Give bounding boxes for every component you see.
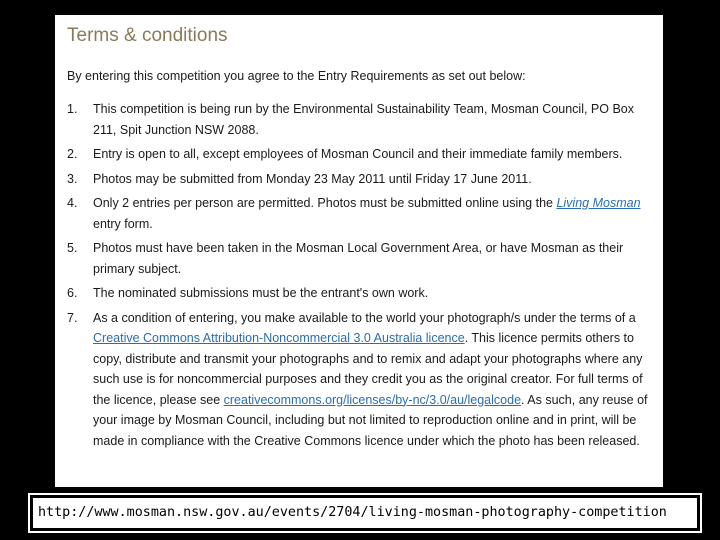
item-text-part: . As such, any reuse of your image by Mosman Council, including but not limited to reproduction online and in print, will be made in compliance with the Creative Commons licence under which the photo has been released. <box>93 392 648 448</box>
source-url-text[interactable]: http://www.mosman.nsw.gov.au/events/2704/living-mosman-photography-competition <box>38 505 667 520</box>
page-title: Terms & conditions <box>67 25 228 46</box>
terms-panel <box>55 15 663 487</box>
item-text: Entry is open to all, except employees of Mosman Council and their immediate family members. <box>93 147 623 161</box>
item-text: Photos must have been taken in the Mosman Local Government Area, or have Mosman as their primary subject. <box>93 241 624 276</box>
item-text-part: . This licence permits others to copy, distribute and transmit your photographs and to remix and adapt your photographs where any such use is for noncommercial purposes and they credit you as the original creator. For full terms of the licence, please see <box>93 331 643 407</box>
list-item <box>67 308 651 452</box>
item-number: 4. <box>67 196 78 210</box>
creative-commons-licence-link[interactable]: Creative Commons Attribution-Noncommercial 3.0 Australia licence <box>93 331 465 345</box>
list-item <box>67 169 651 190</box>
item-text <box>93 308 651 452</box>
item-text <box>93 193 651 234</box>
item-text: The nominated submissions must be the entrant's own work. <box>93 286 429 300</box>
item-text-part: As a condition of entering, you make available to the world your photograph/s under the terms of a <box>93 310 636 325</box>
item-number: 6. <box>67 286 78 300</box>
source-url-caption <box>30 495 700 531</box>
terms-list <box>67 99 651 455</box>
item-number: 2. <box>67 147 78 161</box>
list-item <box>67 238 651 279</box>
list-item <box>67 193 651 234</box>
intro-text: By entering this competition you agree to the Entry Requirements as set out below: <box>67 69 526 83</box>
item-text-part: entry form. <box>93 216 153 231</box>
item-number: 1. <box>67 102 78 116</box>
item-text-part: Only 2 entries per person are permitted. Photos must be submitted online using the <box>93 196 557 210</box>
living-mosman-link[interactable]: Living Mosman <box>556 196 641 210</box>
item-text: Photos may be submitted from Monday 23 May 2011 until Friday 17 June 2011. <box>93 171 532 186</box>
item-number: 5. <box>67 241 78 255</box>
list-item <box>67 99 651 140</box>
legalcode-link[interactable]: creativecommons.org/licenses/by-nc/3.0/au/legalcode <box>223 392 522 407</box>
list-item <box>67 144 651 165</box>
item-number: 3. <box>67 171 78 186</box>
list-item <box>67 283 651 304</box>
item-number: 7. <box>67 310 78 325</box>
item-text: This competition is being run by the Environmental Sustainability Team, Mosman Council, PO Box 211, Spit Junction NSW 2088. <box>93 102 634 137</box>
